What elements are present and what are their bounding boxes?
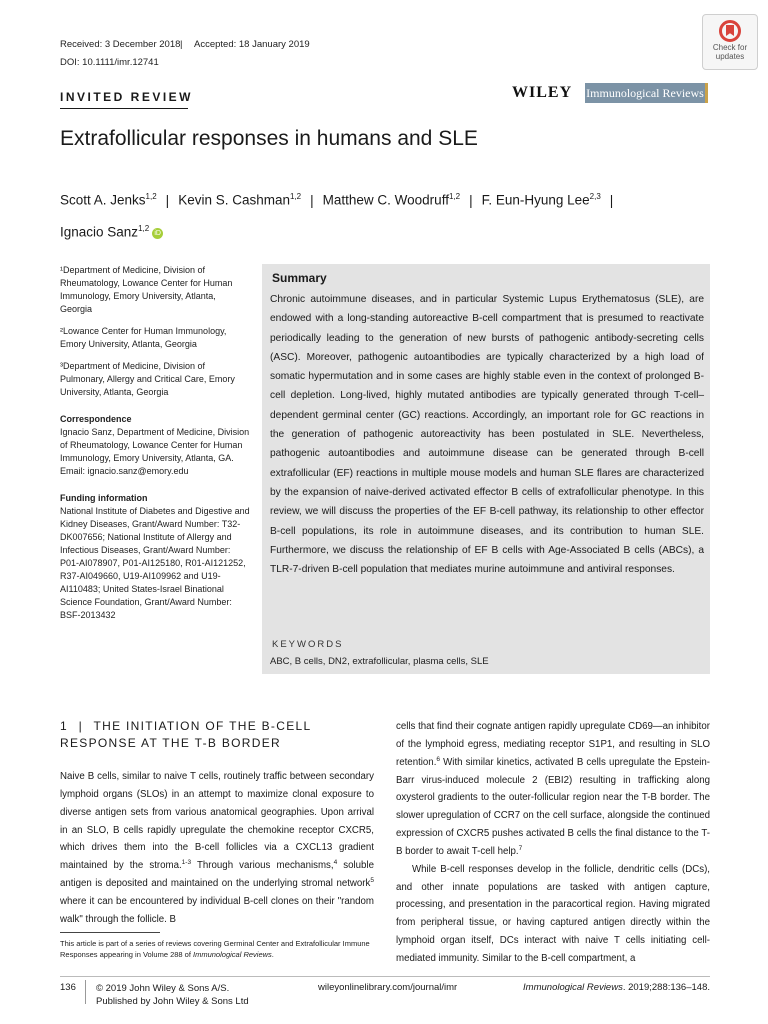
author-separator: | [469,192,473,208]
paragraph [60,768,374,929]
article-title: Extrafollicular responses in humans and SLE [60,127,478,150]
bookmark-icon [719,20,741,42]
body-column-left [60,768,374,929]
correspondence-text: Ignacio Sanz, Department of Medicine, Division of Rheumatology, Lowance Center for Human Immunology, Emory University, Atlanta, GA. [60,427,250,463]
section-title: THE INITIATION OF THE B-CELL RESPONSE AT THE T-B BORDER [60,719,311,750]
funding-heading: Funding information [60,493,148,503]
received-date: Received: 3 December 2018 [60,39,181,50]
affiliation: ¹Department of Medicine, Division of Rheumatology, Lowance Center for Human Immunology, Emory University, Atlanta, Georgia [60,265,233,314]
accepted-date: Accepted: 18 January 2019 [194,39,310,50]
author-affiliation: 1,2 [290,192,302,201]
paragraph-text: Through various mechanisms, [191,860,334,872]
publisher-logo: WILEY [512,84,573,101]
journal-badge: Immunological Reviews [585,83,708,103]
author-name[interactable]: F. Eun-Hyung Lee [481,192,590,208]
header-divider: | [180,39,183,50]
citation-details: . 2019;288:136–148. [622,982,710,993]
paragraph-text: Naive B cells, similar to naive T cells, routinely traffic between secondary lymphoid organs (SLOs) in an attempt to maximize clonal exposure to diverse antigen sets from various anatomical geographies. Upon arrival in an SLO, B cells rapidly upregulate the chemokine receptor CXCR5, which drives them into the B-cell follicles via a CXCL13 gradient maintained by the stroma. [60,771,374,872]
footnote-rule [60,932,160,933]
citation-ref[interactable]: 5 [370,876,374,884]
author-name[interactable]: Kevin S. Cashman [178,192,290,208]
section-number: 1 [60,719,68,733]
author-separator: | [310,192,314,208]
citation-journal: Immunological Reviews [523,982,623,993]
citation-ref[interactable]: 1-3 [181,858,192,866]
paragraph: While B-cell responses develop in the follicle, dendritic cells (DCs), and other innate populations are tasked with antigen capture, processing, and presentation in the paracortical region. Having migrated from peripheral tissue, or having captured antigen directly within the lymphoid organ itself, DCs interact with naive T cells initiating cell-mediated immunity. Similar to the B-cell compartment, a [396,863,710,964]
correspondence-email[interactable]: Email: ignacio.sanz@emory.edu [60,466,189,476]
footer-rule [60,976,710,977]
author-affiliation: 1,2 [448,192,461,201]
footnote-journal: Immunological Reviews [193,950,272,959]
author-list [60,183,720,246]
article-type-underline [60,108,188,109]
citation-ref[interactable]: 4 [333,858,338,866]
footnote-text: This article is part of a series of reviews covering Germinal Center and Extrafollicular Immune Responses appearing in Volume 288 of [60,939,370,959]
section-heading [60,718,380,752]
correspondence-heading: Correspondence [60,414,132,424]
citation-ref[interactable]: 7 [518,844,523,852]
article-type: INVITED REVIEW [60,90,194,104]
paragraph-text: cells that find their cognate antigen rapidly upregulate CD69—an inhibitor of the lymphoid egress, mediating receptor S1P1, and resulting in SLO retention. [396,721,710,768]
author-affiliation: 1,2 [138,223,150,233]
citation [523,982,710,993]
paragraph-text: With similar kinetics, activated B cells upregulate the Epstein-Barr virus-induced molecule 2 (EBI2) resulting in trafficking along oxysterol gradients to the outer-follicular region near the T-B border. The slower upregulation of CCR7 on the cell surface, alongside the continued expression of CXCR5 pushes activated B cells the final distance to the T-B border to await T-cell help. [396,756,710,857]
copyright [96,982,249,1008]
body-column-right [396,718,710,968]
author-name[interactable]: Matthew C. Woodruff [322,192,449,208]
article-info-column [60,264,250,622]
footnote-end: . [271,950,274,959]
section-divider: | [78,719,84,733]
page-number: 136 [60,982,76,993]
check-updates-line1: Check for [712,43,748,52]
author-affiliation: 1,2 [145,192,157,201]
footnote [60,938,378,960]
author-separator: | [609,192,614,208]
affiliation: ²Lowance Center for Human Immunology, Emory University, Atlanta, Georgia [60,326,227,349]
publisher-line: Published by John Wiley & Sons Ltd [96,996,249,1007]
summary-text: Chronic autoimmune diseases, and in particular Systemic Lupus Erythematosus (SLE), are endowed with a long-standing autoreactive B-cell compartment that is presumed to reactivate periodically leading to the generation of new bursts of pathogenic antibody-secreting cells (ASC). Moreover, pathogenic autoantibodies are typically characterized by a high load of somatic hypermutation and in some cases are highly stable even in the context of prolonged B-cell depletion. Long-lived, highly mutated antibodies are typically generated through T-cell–dependent germinal center (GC) reactions. Accordingly, an important role for GC reactions in the generation of pathogenic autoreactivity has been postulated in SLE. Nevertheless, pathogenic autoantibodies and autoimmune disease can be generated through B-cell extrafollicular (EF) reactions in multiple mouse models and human SLE flares are characterized by the expansion of naive-derived activated effector B cells of extrafollicular phenotype. In this review, we will discuss the properties of the EF B-cell pathway, its relationship to other effector B-cell populations, its role in autoimmune diseases, and its contribution to human SLE. Furthermore, we discuss the relationship of EF B cells with Age-Associated B cells (ABCs), a TLR-7-driven B-cell population that mediates murine autoimmune and antiviral responses. [270,294,704,576]
author-name[interactable]: Scott A. Jenks [60,192,146,208]
author-name[interactable]: Ignacio Sanz [60,224,139,239]
copyright-line: © 2019 John Wiley & Sons A/S. [96,983,230,994]
funding-text: National Institute of Diabetes and Digestive and Kidney Diseases, Grant/Award Number: T32-DK007656; National Institute of Allergy and Infectious Diseases, Grant/Award Number: P01-AI078907, P01-AI125180, R01-AI121252, R37-AI049660, U19-AI109962 and U19-AI110483; United States-Israel Binational Science Foundation, Grant/Award Number: BSF-2013432 [60,506,250,620]
check-updates-line2: updates [715,52,745,61]
check-for-updates-badge[interactable] [702,14,758,70]
author-separator: | [165,192,170,208]
keywords-heading: KEYWORDS [272,639,344,650]
doi[interactable]: DOI: 10.1111/imr.12741 [60,57,159,68]
footer-divider [85,980,86,1004]
paragraph-text: where it can be encountered by individual B-cell clones on their "random walk" through the follicle. B [60,895,374,925]
paragraph [396,718,710,861]
affiliation: ³Department of Medicine, Division of Pulmonary, Allergy and Critical Care, Emory University, Atlanta, Georgia [60,361,235,397]
paragraph-text: soluble antigen is deposited and maintained on the underlying stromal network [60,860,374,890]
orcid-icon[interactable]: iD [152,228,163,239]
citation-ref[interactable]: 6 [436,755,441,763]
summary-heading: Summary [272,271,327,285]
keywords-list: ABC, B cells, DN2, extrafollicular, plasma cells, SLE [270,656,489,667]
author-affiliation: 2,3 [589,192,601,201]
journal-website[interactable]: wileyonlinelibrary.com/journal/imr [318,982,458,993]
